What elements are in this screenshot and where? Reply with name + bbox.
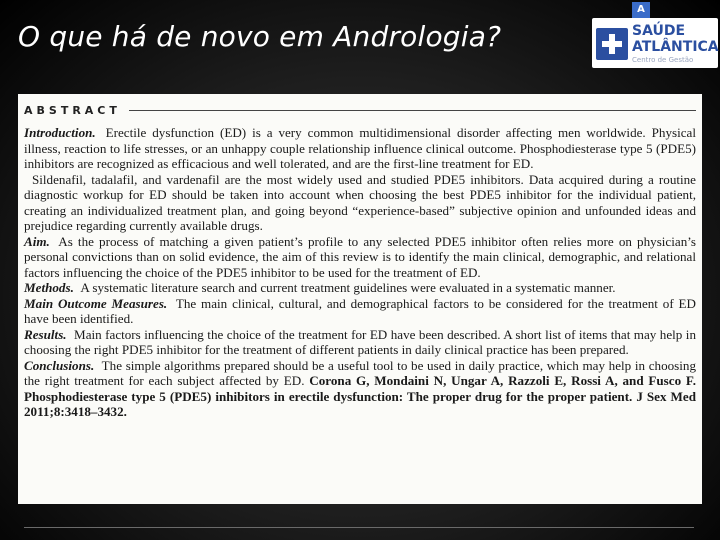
abstract-results	[24, 327, 696, 358]
abstract-aim	[24, 234, 696, 281]
section-text: The main clinical, cultural, and demographical factors to be considered for the treatment of ED have been identified.	[24, 295, 697, 326]
logo-subtitle: Centro de Gestão	[632, 56, 694, 64]
logo-text-line2: ATLÂNTICA	[632, 39, 719, 55]
abstract-conclusions	[24, 358, 696, 420]
logo-text-line1: SAÚDE	[632, 23, 686, 39]
section-label: Introduction.	[24, 125, 96, 140]
saude-atlantica-logo	[592, 4, 719, 68]
abstract-divider	[129, 110, 696, 111]
abstract-methods	[24, 280, 696, 296]
footer-divider	[24, 527, 694, 528]
abstract-introduction-continued	[24, 172, 696, 234]
section-text: Main factors influencing the choice of the treatment for ED have been described. A short list of items that may help in choosing the right PDE5 inhibitor for the treatment of different patients in daily clinical practice has been prepared.	[24, 326, 696, 357]
section-text: Sildenafil, tadalafil, and vardenafil are the most widely used and studied PDE5 inhibitors. Data acquired during a routine diagnostic workup for ED should be taken into account when choosing the best PDE5 inhibitor for the individual patient, creating an individualized treatment plan, and going beyond “experience-based” subjective opinion and unfounded ideas and prejudice regarding currently available drugs.	[24, 171, 696, 233]
abstract-header	[24, 104, 696, 117]
section-text: As the process of matching a given patient’s profile to any selected PDE5 inhibitor often relies more on physician’s personal convictions than on solid evidence, the aim of this review is to identify the main clinical, demographic, and relational factors influencing the choice of the PDE5 inhibitor to be used for the treatment of ED.	[24, 233, 696, 280]
section-text: Erectile dysfunction (ED) is a very common multidimensional disorder affecting men worldwide. Physical illness, reaction to life stresses, or an unhappy couple relationship influence clinical outcome. Phosphodiesterase type 5 (PDE5) inhibitors are recognized as efficacious and well tolerated, and are the first-line treatment for ED.	[24, 125, 696, 171]
citation: Corona G, Mondaini N, Ungar A, Razzoli E, Rossi A, and Fusco F. Phosphodiesterase type 5 (PDE5) inhibitors in erectile dysfunction: The proper drug for the proper patient. J Sex Med 2011;8:3418–3432.	[24, 373, 696, 419]
section-label: Aim.	[24, 233, 50, 249]
abstract-image	[18, 94, 702, 504]
section-label: Results.	[24, 326, 67, 342]
section-label: Methods.	[24, 280, 74, 295]
cross-icon	[596, 28, 628, 60]
abstract-introduction	[24, 125, 696, 172]
section-label: Conclusions.	[24, 357, 95, 373]
slide-title: O que há de novo em Andrologia?	[18, 20, 502, 53]
section-text: The simple algorithms prepared should be a useful tool to be used in daily practice, which may help in choosing the right treatment for each subject affected by ED.	[24, 357, 696, 388]
abstract-main-outcome-measures	[24, 296, 696, 327]
section-label: Main Outcome Measures.	[24, 295, 168, 311]
logo-tag: A	[632, 2, 650, 18]
abstract-heading: ABSTRACT	[24, 104, 121, 117]
section-text: A systematic literature search and current treatment guidelines were evaluated in a systematic manner.	[80, 280, 616, 295]
